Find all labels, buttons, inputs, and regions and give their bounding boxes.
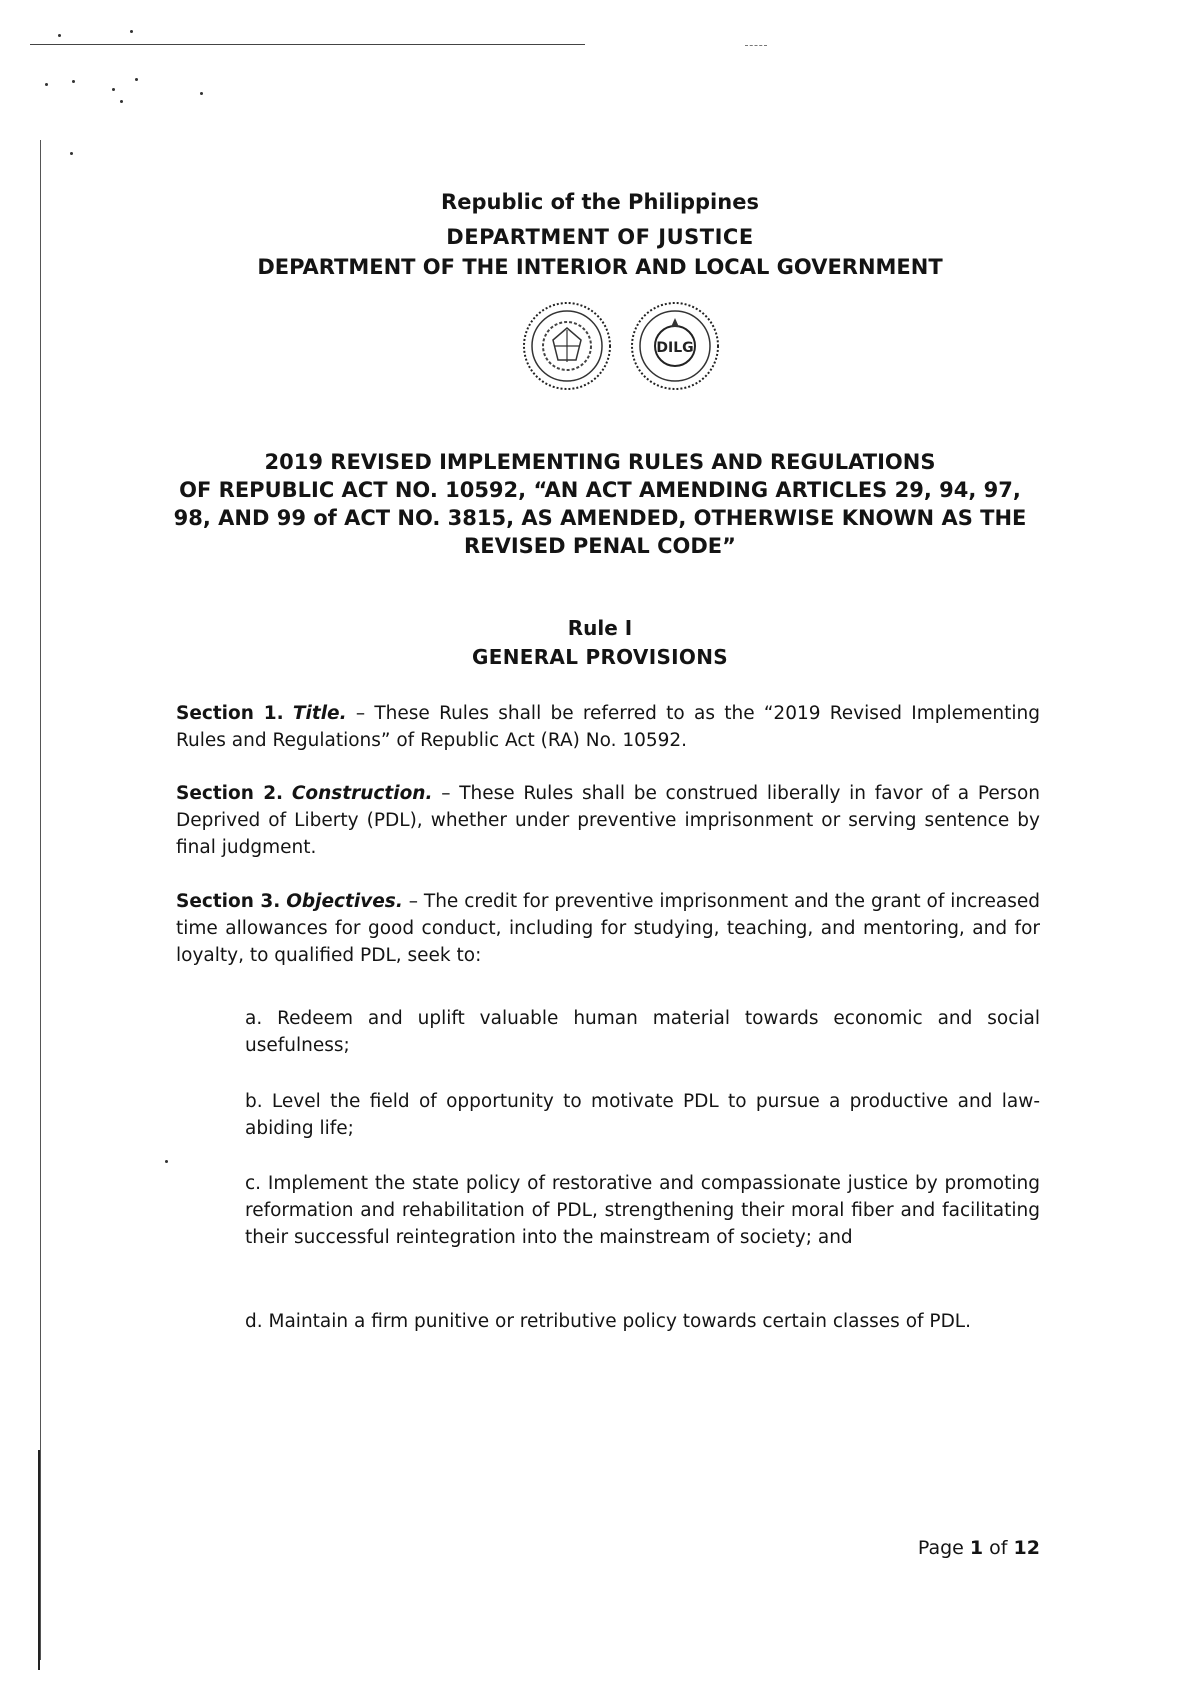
section-label: Section 2. (176, 783, 284, 804)
department-justice-heading: DEPARTMENT OF JUSTICE (446, 225, 754, 249)
scan-speck (45, 83, 48, 86)
section-title: Title. (292, 703, 347, 724)
section-title: Construction. (291, 783, 433, 804)
scan-speck (72, 80, 75, 83)
scan-speck (135, 78, 138, 81)
objective-item: c. Implement the state policy of restorative and compassionate justice by promoting reformation and rehabilitation of PDL, strengthening their moral fiber and facilitating their successful reintegration into the mainstream of society; and (245, 1173, 1040, 1248)
section-1 (176, 700, 1040, 754)
scan-speck (70, 152, 73, 155)
rule-number: Rule I (567, 616, 633, 640)
page-word: Page (917, 1537, 964, 1559)
scan-speck (165, 1160, 168, 1163)
objective-item: b. Level the field of opportunity to motivate PDL to pursue a productive and law-abiding life; (245, 1091, 1040, 1139)
page-number (800, 1537, 1040, 1559)
scan-speck (120, 100, 123, 103)
rule-name: GENERAL PROVISIONS (472, 645, 728, 669)
dilg-seal-label: DILG (656, 340, 694, 356)
scan-speck (58, 34, 61, 37)
section-text: – The credit for preventive imprisonment and the grant of increased time allowances for good conduct, including for studying, teaching, and mentoring, and for loyalty, to qualified PDL, seek to: (176, 891, 1040, 966)
section-3 (176, 888, 1040, 969)
section-label: Section 3. (176, 891, 281, 912)
section-text: – These Rules shall be construed liberally in favor of a Person Deprived of Liberty (PDL), whether under preventive imprisonment or serving sentence by final judgment. (176, 783, 1040, 858)
section-2 (176, 780, 1040, 861)
dilg-seal-icon (632, 303, 718, 389)
objective-item: a. Redeem and uplift valuable human material towards economic and social usefulness; (245, 1008, 1040, 1056)
scan-speck (200, 92, 203, 95)
title-line: 2019 REVISED IMPLEMENTING RULES AND REGULATIONS (264, 450, 936, 474)
doj-seal-icon (524, 303, 610, 389)
republic-heading: Republic of the Philippines (441, 190, 759, 214)
page-current: 1 (969, 1537, 984, 1559)
scan-speck (130, 30, 133, 33)
scan-edge-mark (745, 45, 767, 46)
document-title (170, 448, 1030, 560)
section-text: – These Rules shall be referred to as the “2019 Revised Implementing Rules and Regulations” of Republic Act (RA) No. 10592. (176, 703, 1041, 751)
scan-edge-line (30, 44, 585, 45)
title-line: 98, AND 99 of ACT NO. 3815, AS AMENDED, OTHERWISE KNOWN AS THE (173, 506, 1027, 530)
seals-graphic (520, 300, 730, 392)
title-line: OF REPUBLIC ACT NO. 10592, “AN ACT AMENDING ARTICLES 29, 94, 97, (179, 478, 1021, 502)
scan-speck (112, 88, 115, 91)
scan-left-edge-dark (38, 1450, 40, 1670)
of-word: of (989, 1537, 1008, 1559)
section-title: Objectives. (286, 891, 403, 912)
page-total: 12 (1013, 1537, 1040, 1559)
scan-left-edge (40, 140, 41, 1660)
department-interior-heading: DEPARTMENT OF THE INTERIOR AND LOCAL GOVERNMENT (257, 255, 943, 279)
section-label: Section 1. (176, 703, 284, 724)
title-line: REVISED PENAL CODE” (464, 534, 736, 558)
objective-item: d. Maintain a firm punitive or retributive policy towards certain classes of PDL. (245, 1311, 971, 1332)
agency-seals (520, 300, 730, 392)
